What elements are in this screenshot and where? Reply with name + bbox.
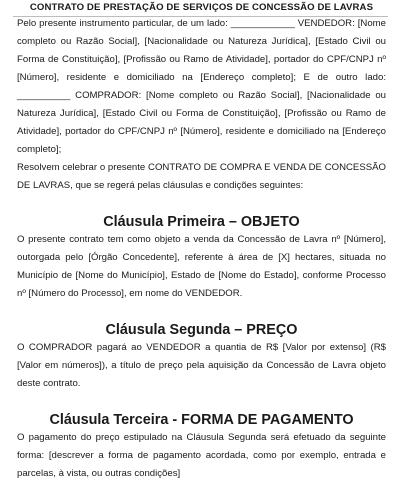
clause-1-text: O presente contrato tem como objeto a venda da Concessão de Lavra nº [Número], outorgada pelo [Órgão Concedente], referente à área de [X] hectares, situada no Município de [Nome do Município], Estado de [Nome do Estado], conforme Processo nº [Número do Processo], em nome do VENDEDOR.: [17, 234, 386, 299]
clause-1-title: Cláusula Primeira – OBJETO: [103, 214, 300, 230]
clause-2-text: O COMPRADOR pagará ao VENDEDOR a quantia de R$ [Valor por extenso] (R$ [Valor em números]), a título de preço pela aquisição da Concessão de Lavra objeto deste contrato.: [17, 342, 386, 389]
clause-2-title: Cláusula Segunda – PREÇO: [105, 322, 298, 338]
document-title: CONTRATO DE PRESTAÇÃO DE SERVIÇOS DE CONCESSÃO DE LAVRAS: [29, 2, 374, 13]
resolution-paragraph: Resolvem celebrar o presente CONTRATO DE COMPRA E VENDA DE CONCESSÃO DE LAVRAS, que se regerá pelas cláusulas e condições seguintes:: [17, 162, 386, 191]
clause-3-title: Cláusula Terceira - FORMA DE PAGAMENTO: [49, 412, 354, 428]
clause-3-text: O pagamento do preço estipulado na Cláusula Segunda será efetuado da seguinte forma: [descrever a forma de pagamento acordada, como por exemplo, entrada e parcelas, à vista, ou outras condições]: [17, 432, 386, 479]
title-divider: [13, 16, 388, 17]
parties-paragraph: Pelo presente instrumento particular, de um lado: ____________ VENDEDOR: [Nome completo ou Razão Social], [Nacionalidade ou Natureza Jurídica], [Estado Civil ou Forma de Constituição], [Profissão ou Ramo de Atividade], portador do CPF/CNPJ nº [Número], residente e domiciliado na [Endereço completo]; E de outro lado: __________ COMPRADOR: [Nome completo ou Razão Social], [Nacionalidade ou Natureza Jurídica], [Estado Civil ou Forma de Constituição], [Profissão ou Ramo de Atividade], portador do CPF/CNPJ nº [Número], residente e domiciliado na [Endereço completo];: [17, 18, 386, 155]
